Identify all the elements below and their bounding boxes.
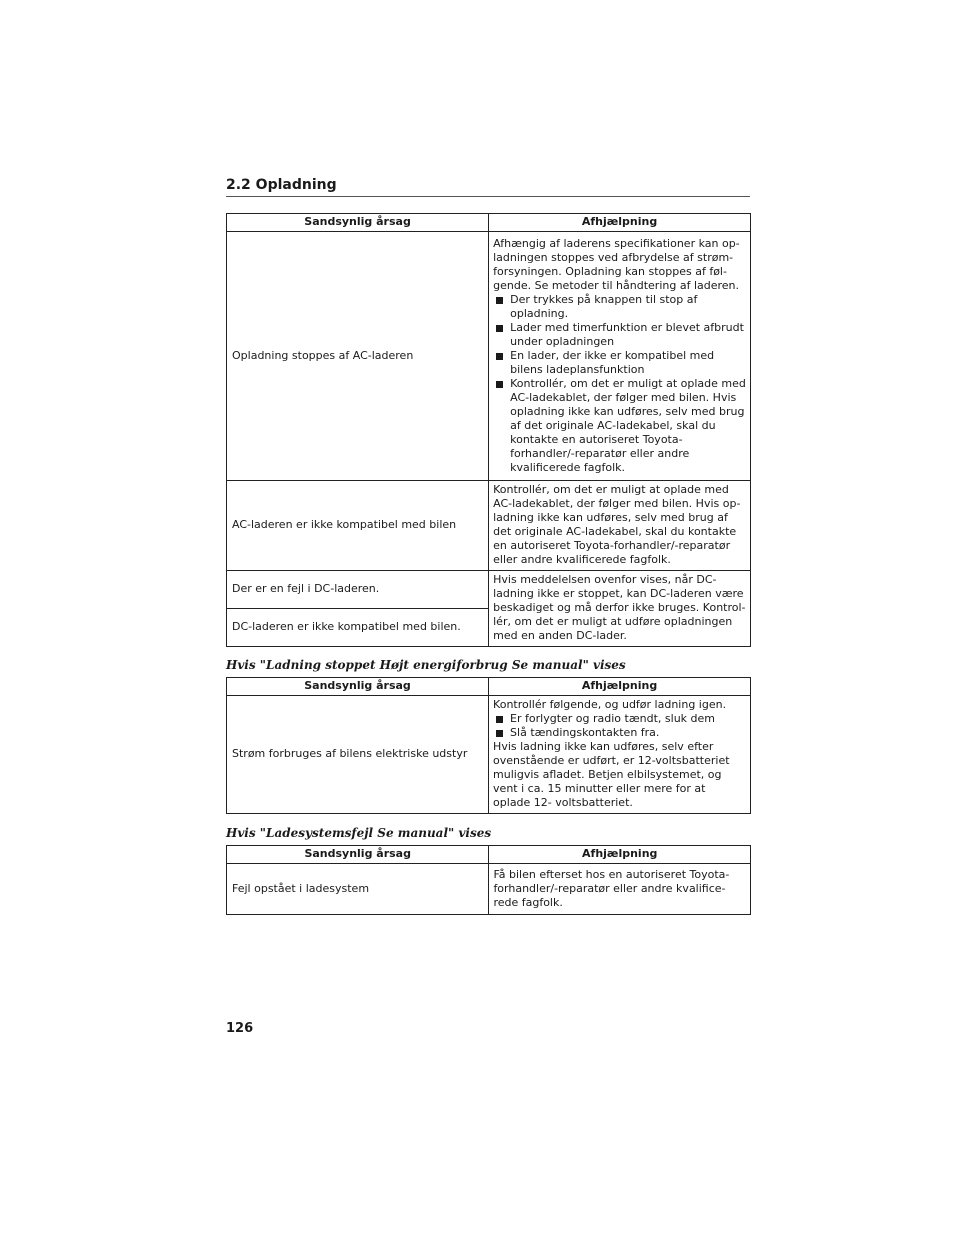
- column-header-remedy: Afhjælpning: [489, 846, 751, 864]
- table-row: [227, 696, 751, 814]
- table-row: [227, 481, 751, 571]
- remedy-cell: [489, 696, 751, 814]
- column-header-cause: Sandsynlig årsag: [227, 214, 489, 232]
- remedy-outro: Hvis ladning ikke kan udføres, selv efter ovenstående er udført, er 12-voltsbatteriet muligvis afladet. Betjen elbilsystemet, og vent i ca. 15 minutter eller mere for at oplade 12- voltsbatteriet.: [493, 740, 730, 809]
- table-row: [227, 232, 751, 481]
- column-header-cause: Sandsynlig årsag: [227, 846, 489, 864]
- cause-cell: Der er en fejl i DC-laderen.: [227, 571, 489, 609]
- list-item: Der trykkes på knappen til stop af opladning.: [493, 293, 746, 321]
- bullet-square-icon: [496, 730, 503, 737]
- bullet-square-icon: [496, 297, 503, 304]
- column-header-cause: Sandsynlig årsag: [227, 678, 489, 696]
- table-header-row: [227, 846, 751, 864]
- subheading-charging-system-fault: Hvis "Ladesystemsfejl Se manual" vises: [226, 826, 492, 840]
- table-charging-stopped: [226, 213, 751, 647]
- section-title: 2.2 Opladning: [226, 177, 750, 197]
- remedy-cell: Hvis meddelelsen ovenfor vises, når DC-ladning ikke er stoppet, kan DC-laderen være beskadiget og må derfor ikke bruges. Kontrol-lér, om det er muligt at udføre opladningen med en anden DC-lader.: [489, 571, 751, 647]
- cause-cell: Strøm forbruges af bilens elektriske udstyr: [227, 696, 489, 814]
- cause-cell: Fejl opstået i ladesystem: [227, 864, 489, 915]
- list-item: Kontrollér, om det er muligt at oplade med AC-ladekablet, der følger med bilen. Hvis opladning ikke kan udføres, selv med brug af det originale AC-ladekabel, skal du kontakte en autoriseret Toyota-forhandler/-reparatør eller andre kvalificerede fagfolk.: [493, 377, 746, 475]
- remedy-cell: [489, 232, 751, 481]
- bullet-square-icon: [496, 325, 503, 332]
- table-charging-system-fault: [226, 845, 751, 915]
- list-item: Er forlygter og radio tændt, sluk dem: [493, 712, 746, 726]
- page-number: 126: [226, 1021, 254, 1036]
- bullet-square-icon: [496, 381, 503, 388]
- remedy-cell: Få bilen efterset hos en autoriseret Toyota-forhandler/-reparatør eller andre kvalifice-rede fagfolk.: [489, 864, 751, 915]
- table-header-row: [227, 678, 751, 696]
- subheading-high-energy: Hvis "Ladning stoppet Højt energiforbrug Se manual" vises: [226, 658, 626, 672]
- list-item: Slå tændingskontakten fra.: [493, 726, 746, 740]
- cause-cell: Opladning stoppes af AC-laderen: [227, 232, 489, 481]
- remedy-intro: Kontrollér følgende, og udfør ladning igen.: [493, 698, 727, 711]
- bullet-square-icon: [496, 353, 503, 360]
- table-high-energy: [226, 677, 751, 814]
- column-header-remedy: Afhjælpning: [489, 214, 751, 232]
- remedy-intro: Afhængig af laderens specifikationer kan op-ladningen stoppes ved afbrydelse af strøm-forsyningen. Opladning kan stoppes af føl-gende. Se metoder til håndtering af laderen.: [493, 236, 740, 292]
- cause-cell: DC-laderen er ikke kompatibel med bilen.: [227, 609, 489, 647]
- remedy-cell: Kontrollér, om det er muligt at oplade med AC-ladekablet, der følger med bilen. Hvis op-ladning ikke kan udføres, selv med brug af det originale AC-ladekabel, skal du kontakte en autoriseret Toyota-forhandler/-reparatør eller andre kvalificerede fagfolk.: [489, 481, 751, 571]
- column-header-remedy: Afhjælpning: [489, 678, 751, 696]
- list-item: Lader med timerfunktion er blevet afbrudt under opladningen: [493, 321, 746, 349]
- table-header-row: [227, 214, 751, 232]
- table-row: [227, 864, 751, 915]
- bullet-square-icon: [496, 716, 503, 723]
- table-row: [227, 571, 751, 609]
- list-item: En lader, der ikke er kompatibel med bilens ladeplansfunktion: [493, 349, 746, 377]
- cause-cell: AC-laderen er ikke kompatibel med bilen: [227, 481, 489, 571]
